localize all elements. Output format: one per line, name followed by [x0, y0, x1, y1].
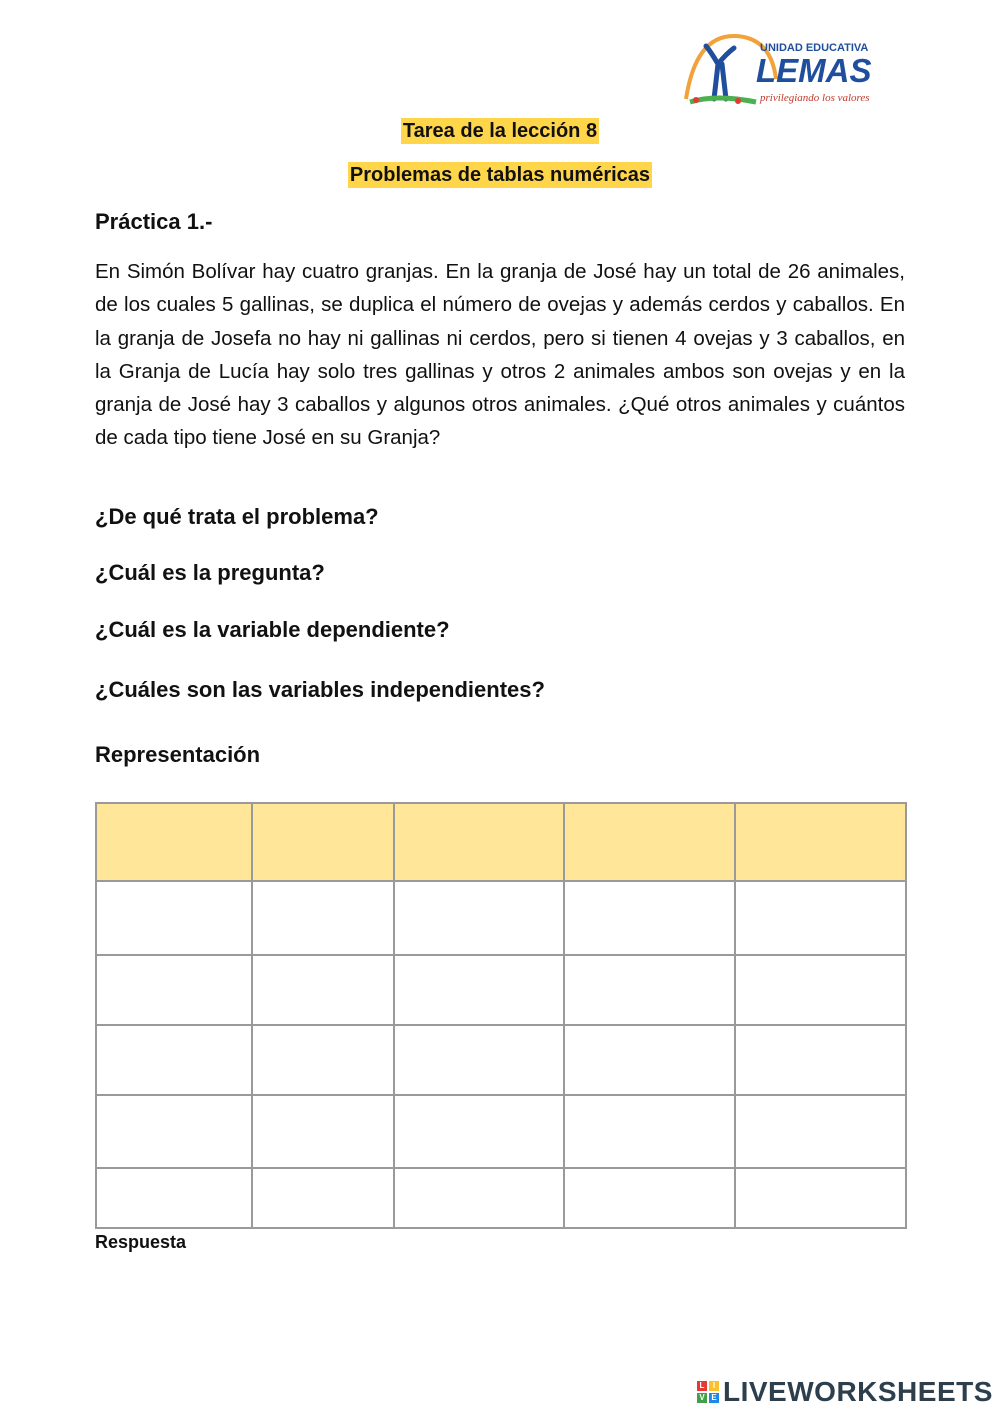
logo-sub-text: privilegiando los valores — [760, 92, 870, 104]
table-cell[interactable] — [564, 955, 735, 1025]
table-cell[interactable] — [564, 1095, 735, 1168]
table-cell[interactable] — [252, 881, 394, 955]
table-header-cell[interactable] — [735, 803, 906, 881]
question-independent-variables: ¿Cuáles son las variables independientes? — [95, 677, 545, 702]
table-cell[interactable] — [394, 955, 564, 1025]
brand-letter: E — [709, 1393, 719, 1403]
table-cell[interactable] — [96, 1025, 252, 1095]
table-cell[interactable] — [394, 1095, 564, 1168]
liveworksheets-brand — [697, 1376, 993, 1408]
lesson-title: Tarea de la lección 8 — [402, 120, 598, 142]
question-question: ¿Cuál es la pregunta? — [95, 560, 325, 585]
table-cell[interactable] — [252, 955, 394, 1025]
representation-table — [95, 802, 907, 1229]
table-cell[interactable] — [735, 1095, 906, 1168]
problem-text: En Simón Bolívar hay cuatro granjas. En la granja de José hay un total de 26 animales, de los cuales 5 gallinas, se duplica el número de ovejas y además cerdos y caballos. En la granja de Josefa no hay ni gallinas ni cerdos, pero si tienen 4 ovejas y 3 caballos, en la Granja de Lucía hay solo tres gallinas y otros 2 animales ambos son ovejas y en la granja de José hay 3 caballos y algunos otros animales. ¿Qué otros animales y cuántos de cada tipo tiene José en su Granja? — [95, 260, 905, 450]
table-cell[interactable] — [96, 955, 252, 1025]
table-cell[interactable] — [96, 1168, 252, 1228]
table-cell[interactable] — [735, 881, 906, 955]
table-header-cell[interactable] — [564, 803, 735, 881]
table-header-cell[interactable] — [394, 803, 564, 881]
table-cell[interactable] — [394, 881, 564, 955]
table-row — [96, 881, 906, 955]
table-cell[interactable] — [252, 1168, 394, 1228]
table-cell[interactable] — [564, 1168, 735, 1228]
subtitle-wrap — [0, 164, 1000, 187]
school-logo — [676, 24, 906, 114]
logo-main-text: LEMAS — [756, 52, 872, 89]
lesson-subtitle: Problemas de tablas numéricas — [349, 164, 651, 186]
representation-heading: Representación — [95, 742, 261, 767]
table-row — [96, 1095, 906, 1168]
table-cell[interactable] — [735, 1025, 906, 1095]
logo-top-text: UNIDAD EDUCATIVA — [760, 42, 869, 54]
table-cell[interactable] — [394, 1168, 564, 1228]
table-cell[interactable] — [564, 881, 735, 955]
brand-letter: L — [697, 1381, 707, 1391]
liveworksheets-text: LIVEWORKSHEETS — [723, 1376, 993, 1407]
question-dependent-variable: ¿Cuál es la variable dependiente? — [95, 617, 450, 642]
table-cell[interactable] — [252, 1095, 394, 1168]
title-wrap — [0, 120, 1000, 143]
table-cell[interactable] — [252, 1025, 394, 1095]
table-header-cell[interactable] — [96, 803, 252, 881]
liveworksheets-icon — [697, 1381, 719, 1403]
brand-letter: V — [697, 1393, 707, 1403]
answer-label: Respuesta — [95, 1232, 187, 1252]
table-header-row — [96, 803, 906, 881]
table-cell[interactable] — [96, 1095, 252, 1168]
table-row — [96, 1168, 906, 1228]
table-row — [96, 955, 906, 1025]
table-row — [96, 1025, 906, 1095]
table-cell[interactable] — [394, 1025, 564, 1095]
table-cell[interactable] — [96, 881, 252, 955]
brand-letter: I — [709, 1381, 719, 1391]
question-topic: ¿De qué trata el problema? — [95, 504, 379, 529]
practice-heading: Práctica 1.- — [95, 209, 213, 234]
table-cell[interactable] — [735, 1168, 906, 1228]
table-cell[interactable] — [564, 1025, 735, 1095]
table-cell[interactable] — [735, 955, 906, 1025]
table-header-cell[interactable] — [252, 803, 394, 881]
